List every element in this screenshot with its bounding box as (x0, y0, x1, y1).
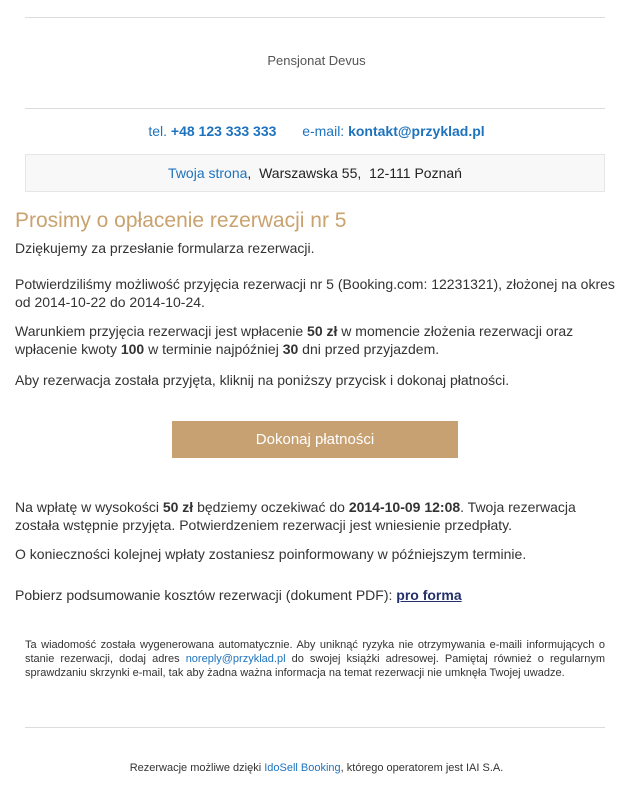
pay-button[interactable]: Dokonaj płatności (172, 421, 458, 458)
second-amount: 100 (120, 341, 145, 357)
address-street: Warszawska 55, (259, 165, 362, 181)
instruction-text: Aby rezerwacja została przyjęta, kliknij na poniższy przycisk i dokonaj płatności. (15, 372, 510, 388)
footer-divider (25, 727, 605, 728)
thanks-text: Dziękujemy za przesłanie formularza rezerwacji. (15, 240, 315, 256)
deposit-amount: 50 zł (307, 323, 338, 339)
condition-text: Warunkiem przyjęcia rezerwacji jest wpłacenie 50 zł w momencie złożenia rezerwacji oraz wpłacenie kwoty 100 w terminie najpóźniej 30 dni przed przyjazdem. (15, 323, 574, 357)
idosell-link[interactable]: IdoSell Booking (264, 762, 341, 774)
wait-deadline: 2014-10-09 12:08 (348, 499, 461, 515)
email-label: e-mail: (302, 123, 345, 139)
address-city: 12-111 Poznań (369, 165, 462, 181)
next-payment-text: O konieczności kolejnej wpłaty zostaniesz poinformowany w późniejszym terminie. (15, 546, 527, 562)
page-title: Prosimy o opłacenie rezerwacji nr 5 (15, 209, 347, 232)
top-divider (25, 17, 605, 18)
footer-text: Rezerwacje możliwe dzięki IdoSell Booking, którego operatorem jest IAI S.A. (129, 762, 504, 774)
days-before: 30 (282, 341, 299, 357)
wait-amount: 50 zł (162, 499, 194, 515)
address-box: Twoja strona, Warszawska 55, 12-111 Poznań (25, 154, 605, 192)
automatic-notice: Ta wiadomość została wygenerowana automatycznie. Aby uniknąć ryzyka nie otrzymywania e-maili informujących o stanie rezerwacji, dodaj adres noreply@przyklad.pl do swojej książki adresowej. Pamiętaj również o regularnym sprawdzaniu skrzynki e-mail, tak aby żadna ważna informacja na temat rezerwacji nie umknęła Twojej uwadze. (25, 639, 606, 679)
contact-line (0, 123, 633, 139)
pro-forma-link[interactable]: pro forma (396, 587, 462, 603)
pdf-text: Pobierz podsumowanie kosztów rezerwacji (dokument PDF): pro forma (15, 587, 462, 603)
hotel-name: Pensjonat Devus (267, 53, 366, 68)
header-divider (25, 108, 605, 109)
phone-label: tel. (148, 123, 168, 139)
phone-link[interactable]: +48 123 333 333 (170, 123, 277, 139)
website-link[interactable]: Twoja strona (168, 165, 248, 181)
confirm-text: Potwierdziliśmy możliwość przyjęcia rezerwacji nr 5 (Booking.com: 12231321), złożonej na okres od 2014-10-22 do 2014-10-24. (15, 276, 615, 310)
noreply-email-link[interactable]: noreply@przyklad.pl (185, 653, 286, 665)
email-link[interactable]: kontakt@przyklad.pl (348, 123, 485, 139)
wait-text: Na wpłatę w wysokości 50 zł będziemy oczekiwać do 2014-10-09 12:08. Twoja rezerwacja została wstępnie przyjęta. Potwierdzeniem rezerwacji jest wniesienie przedpłaty. (15, 499, 576, 533)
